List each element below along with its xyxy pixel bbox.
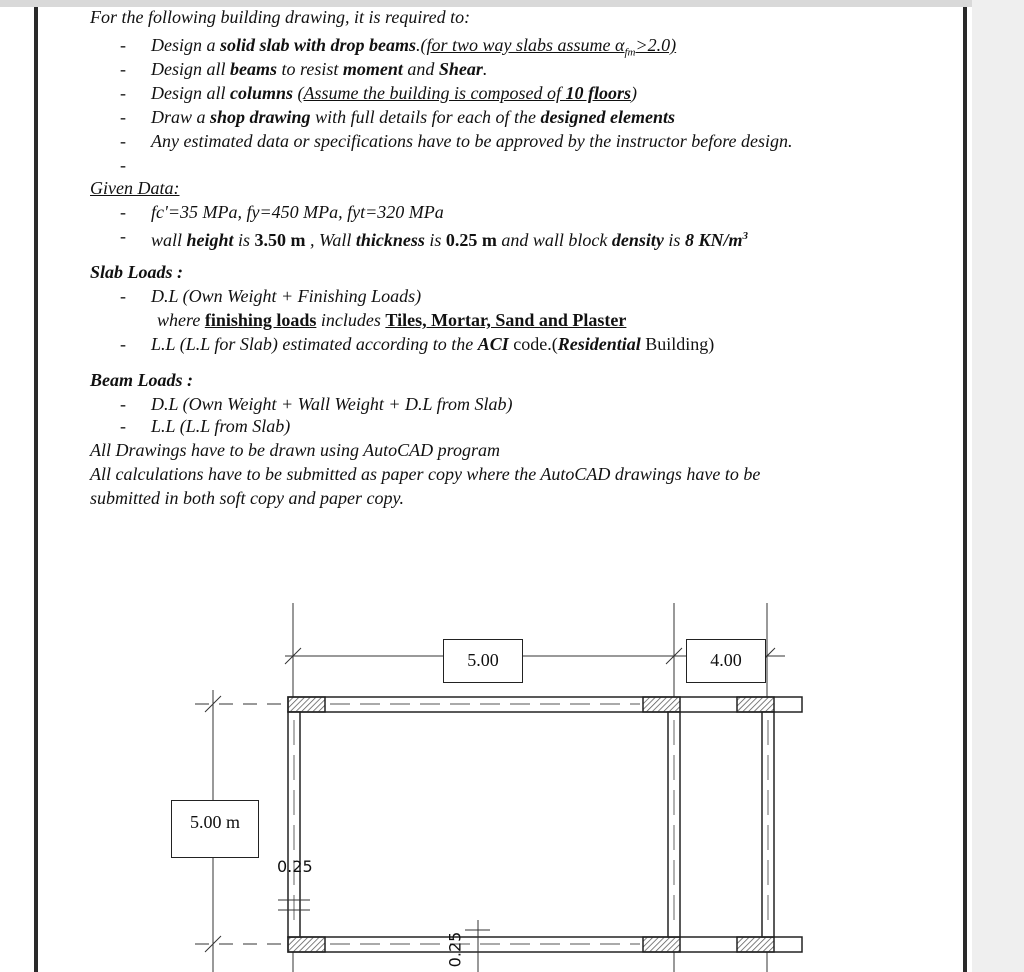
slab-ll: L.L (L.L for Slab) estimated according to the ACI code.(Residential Building) [151,334,715,354]
bullet-dash: - [120,155,126,175]
bullet-dash: - [120,226,126,246]
bullet-dash: - [120,334,126,354]
given-wall: wall height is 3.50 m , Wall thickness is 0.25 m and wall block density is 8 $KN/m^3$ [151,230,748,250]
bullet-dash: - [120,83,126,103]
bullet-dash: - [120,131,126,151]
note-submission-cont: submitted in both soft copy and paper copy. [90,488,404,508]
given-heading: Given Data: [90,178,180,198]
column-a1 [288,697,325,712]
requirement-2: Design all beams to resist moment and Shear. [151,59,488,79]
note-autocad: All Drawings have to be drawn using AutoCAD program [90,440,501,460]
given-materials: fc'=35 MPa, fy=450 MPa, fyt=320 MPa [151,202,444,222]
slab-dl: D.L (Own Weight + Finishing Loads) [151,286,422,306]
dim-span-1: 5.00 [443,639,523,683]
requirement-5: Any estimated data or specifications have to be approved by the instructor before design. [151,131,793,151]
intro-text: For the following building drawing, it is required to: [90,7,471,27]
bullet-dash: - [120,59,126,79]
slab-loads-heading: Slab Loads : [90,262,184,282]
bullet-dash: - [120,107,126,127]
column-a2 [288,937,325,952]
requirement-4: Draw a shop drawing with full details for each of the designed elements [151,107,676,127]
bullet-dash: - [120,202,126,222]
bullet-dash: - [120,394,126,414]
requirement-1: Design a solid slab with drop beams.(for two way slabs assume $\alpha_{fm}>2.0$) [151,35,677,59]
column-c2 [737,937,774,952]
column-b1 [643,697,680,712]
slab-finishing: where finishing loads includes Tiles, Mortar, Sand and Plaster [157,310,627,330]
beam-dl: D.L (Own Weight + Wall Weight + D.L from Slab) [151,394,513,414]
bullet-dash: - [120,35,126,55]
dim-wall-thickness-vertical: 0.25 [445,931,465,968]
bullet-dash: - [120,416,126,436]
column-b2 [643,937,680,952]
column-c1 [737,697,774,712]
requirement-3: Design all columns (Assume the building is composed of 10 floors) [151,83,638,103]
dim-span-2: 4.00 [686,639,766,683]
beam-ll: L.L (L.L from Slab) [151,416,291,436]
dim-height: 5.00 m [171,800,259,858]
note-submission: All calculations have to be submitted as paper copy where the AutoCAD drawings have to be [90,464,761,484]
dim-wall-thickness: 0.25 [277,857,313,876]
bullet-dash: - [120,286,126,306]
beam-loads-heading: Beam Loads : [90,370,193,390]
